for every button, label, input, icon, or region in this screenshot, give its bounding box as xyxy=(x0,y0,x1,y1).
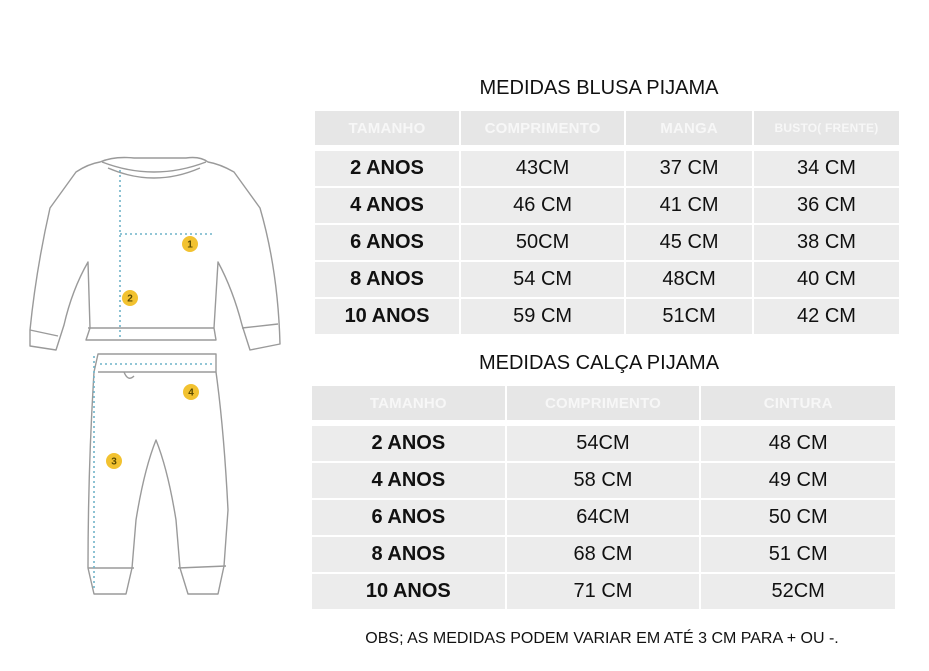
comprimento-cell: 46 CM xyxy=(461,188,624,223)
busto-cell: 36 CM xyxy=(754,188,899,223)
comprimento-cell: 58 CM xyxy=(507,463,700,498)
table-header-row xyxy=(315,111,899,145)
table-row xyxy=(312,574,895,609)
measurement-note: OBS; AS MEDIDAS PODEM VARIAR EM ATÉ 3 CM PARA + OU -. xyxy=(365,630,839,647)
size-cell: 2 ANOS xyxy=(312,426,505,461)
cintura-cell: 49 CM xyxy=(701,463,895,498)
comprimento-cell: 68 CM xyxy=(507,537,700,572)
comprimento-cell: 54CM xyxy=(507,426,700,461)
size-cell: 10 ANOS xyxy=(315,299,459,334)
busto-cell: 34 CM xyxy=(754,151,899,186)
header-cintura: CINTURA xyxy=(701,386,895,420)
comprimento-cell: 59 CM xyxy=(461,299,624,334)
manga-cell: 45 CM xyxy=(626,225,752,260)
cintura-cell: 51 CM xyxy=(701,537,895,572)
header-busto: BUSTO( FRENTE) xyxy=(754,111,899,145)
table-row xyxy=(315,262,899,297)
table-row xyxy=(312,537,895,572)
header-tamanho: TAMANHO xyxy=(315,111,459,145)
busto-cell: 38 CM xyxy=(754,225,899,260)
sweatshirt-drawing xyxy=(30,158,280,351)
size-cell: 8 ANOS xyxy=(315,262,459,297)
marker-4-icon xyxy=(183,384,199,400)
size-cell: 4 ANOS xyxy=(312,463,505,498)
marker-2-icon xyxy=(122,290,138,306)
comprimento-cell: 54 CM xyxy=(461,262,624,297)
comprimento-cell: 43CM xyxy=(461,151,624,186)
busto-cell: 42 CM xyxy=(754,299,899,334)
manga-cell: 37 CM xyxy=(626,151,752,186)
table-row xyxy=(315,299,899,334)
marker-1-icon xyxy=(182,236,198,252)
svg-text:2: 2 xyxy=(127,293,133,305)
header-tamanho: TAMANHO xyxy=(312,386,505,420)
cintura-cell: 52CM xyxy=(701,574,895,609)
busto-cell: 40 CM xyxy=(754,262,899,297)
blusa-size-table xyxy=(313,109,901,336)
table-row xyxy=(312,463,895,498)
header-comprimento: COMPRIMENTO xyxy=(507,386,700,420)
table-header-row xyxy=(312,386,895,420)
calca-size-table xyxy=(310,384,897,611)
size-cell: 2 ANOS xyxy=(315,151,459,186)
header-manga: MANGA xyxy=(626,111,752,145)
svg-text:4: 4 xyxy=(188,387,194,399)
size-cell: 6 ANOS xyxy=(312,500,505,535)
calca-title: MEDIDAS CALÇA PIJAMA xyxy=(478,352,720,374)
header-comprimento: COMPRIMENTO xyxy=(461,111,624,145)
manga-cell: 41 CM xyxy=(626,188,752,223)
pajama-illustration xyxy=(28,150,286,600)
cintura-cell: 48 CM xyxy=(701,426,895,461)
cintura-cell: 50 CM xyxy=(701,500,895,535)
comprimento-cell: 64CM xyxy=(507,500,700,535)
manga-cell: 51CM xyxy=(626,299,752,334)
comprimento-cell: 50CM xyxy=(461,225,624,260)
table-row xyxy=(312,426,895,461)
marker-3-icon xyxy=(106,453,122,469)
manga-cell: 48CM xyxy=(626,262,752,297)
size-cell: 4 ANOS xyxy=(315,188,459,223)
table-row xyxy=(315,188,899,223)
blusa-title: MEDIDAS BLUSA PIJAMA xyxy=(479,77,719,99)
svg-text:3: 3 xyxy=(111,456,117,468)
table-row xyxy=(315,225,899,260)
pants-drawing xyxy=(88,354,228,594)
size-cell: 10 ANOS xyxy=(312,574,505,609)
table-row xyxy=(312,500,895,535)
size-cell: 8 ANOS xyxy=(312,537,505,572)
table-row xyxy=(315,151,899,186)
comprimento-cell: 71 CM xyxy=(507,574,700,609)
svg-text:1: 1 xyxy=(187,239,193,251)
size-cell: 6 ANOS xyxy=(315,225,459,260)
